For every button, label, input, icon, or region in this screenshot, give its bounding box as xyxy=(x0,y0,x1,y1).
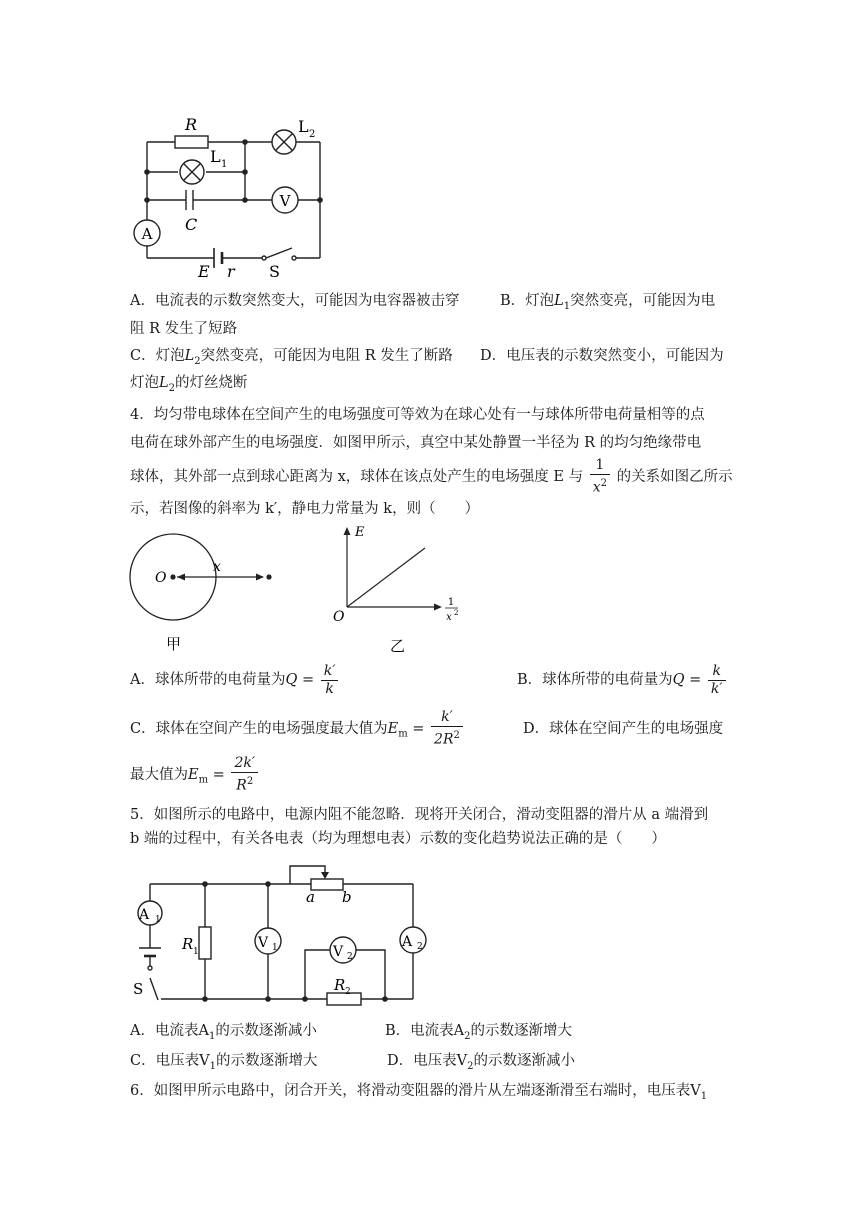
label-R2: R xyxy=(334,976,346,994)
label-x: x xyxy=(213,559,221,575)
fraction-one-over-x-squared: $\frac{1}{x^2}$ xyxy=(590,457,610,497)
q5-stem-line1: 5．如图所示的电路中，电源内阻不能忽略．现将开关闭合，滑动变阻器的滑片从 a 端滑到 xyxy=(130,807,709,823)
label-L1-sub: 1 xyxy=(221,159,228,170)
q4-option-c: C．球体在空间产生的电场强度最大值为$E_m$ = $\frac{k'}{2R^2}$ xyxy=(130,709,465,754)
caption-jia: 甲 xyxy=(166,635,182,653)
q4-stem-line3: 球体，其外部一点到球心距离为 x，球体在该点处产生的电场强度 E 与 $\frac{1}{x^2}$ 的关系如图乙所示 xyxy=(130,457,733,496)
q5-option-d: D．电压表$V_2$的示数逐渐减小 xyxy=(387,1053,575,1072)
q4-option-b: B．球体所带的电荷量为Q = $\frac{k}{k'}$ xyxy=(517,661,728,699)
q4-stem-line1: 4．均匀带电球体在空间产生的电场强度可等效为在球心处有一与球体所带电荷量相等的点 xyxy=(130,407,705,423)
label-V2: V xyxy=(332,944,344,960)
label-V1-sub: 1 xyxy=(272,943,278,953)
label-L1: L xyxy=(210,147,221,166)
label-O-jia: O xyxy=(155,570,167,586)
label-S: S xyxy=(133,980,144,998)
q4-stem-line4: 示，若图像的斜率为 k′，静电力常量为 k，则（ ） xyxy=(130,501,480,517)
label-V1: V xyxy=(257,935,269,951)
label-a: a xyxy=(306,888,315,906)
axis-den-sup: 2 xyxy=(454,609,459,617)
label-r: r xyxy=(227,262,235,281)
label-S: S xyxy=(269,262,280,281)
label-R: R xyxy=(185,115,198,134)
q4-option-d-line2: 最大值为$E_m$ = $\frac{2k'}{R^2}$ xyxy=(130,755,260,800)
label-b: b xyxy=(342,888,352,906)
axis-den: x xyxy=(446,612,452,623)
ammeter-label: A xyxy=(141,225,153,243)
label-L2: L xyxy=(298,117,309,136)
q5-stem-line2: b 端的过程中，有关各电表（均为理想电表）示数的变化趋势说法正确的是（ ） xyxy=(130,831,666,847)
label-A2-sub: 2 xyxy=(417,942,423,952)
q3-option-c: C．灯泡$L_2$突然变亮，可能因为电阻 R 发生了断路 xyxy=(130,348,453,367)
label-R1: R xyxy=(182,935,194,953)
label-A1-sub: 1 xyxy=(155,915,161,925)
q5-option-c: C．电压表$V_1$的示数逐渐增大 xyxy=(130,1053,318,1072)
q5-option-a: A．电流表$A_1$的示数逐渐减小 xyxy=(130,1023,317,1042)
q4-stem-line2: 电荷在球外部产生的电场强度．如图甲所示，真空中某处静置一半径为 R 的均匀绝缘带电 xyxy=(130,435,702,451)
label-E: E xyxy=(198,262,210,281)
axis-num: 1 xyxy=(447,597,455,608)
label-O-yi: O xyxy=(333,609,345,625)
q4-option-d: D．球体在空间产生的电场强度 xyxy=(523,721,724,737)
label-R1-sub: 1 xyxy=(193,947,199,957)
q3-option-d: D．电压表的示数突然变小，可能因为 xyxy=(480,348,724,364)
label-R2-sub: 2 xyxy=(345,987,351,997)
voltmeter-label: V xyxy=(279,192,291,210)
label-L2-sub: 2 xyxy=(309,129,316,140)
q4-option-a: A．球体所带的电荷量为Q = $\frac{k'}{k}$ xyxy=(130,661,340,699)
label-E-axis: E xyxy=(355,525,365,540)
q6-stem-line1: 6．如图甲所示电路中，闭合开关，将滑动变阻器的滑片从左端逐渐滑至右端时，电压表$V_1$ xyxy=(130,1083,708,1102)
label-V2-sub: 2 xyxy=(347,952,353,962)
label-C: C xyxy=(185,215,198,234)
q3-option-b-line2: 阻 R 发生了短路 xyxy=(130,321,238,337)
label-A1: A xyxy=(138,907,150,923)
q3-option-a: A．电流表的示数突然变大，可能因为电容器被击穿 xyxy=(130,293,460,309)
caption-yi: 乙 xyxy=(390,637,406,655)
label-A2: A xyxy=(401,934,413,950)
q3-option-d-line2: 灯泡$L_2$的灯丝烧断 xyxy=(130,375,248,394)
q3-option-b: B．灯泡$L_1$突然变亮，可能因为电 xyxy=(500,293,716,312)
q5-option-b: B．电流表$A_2$的示数逐渐增大 xyxy=(385,1023,573,1042)
